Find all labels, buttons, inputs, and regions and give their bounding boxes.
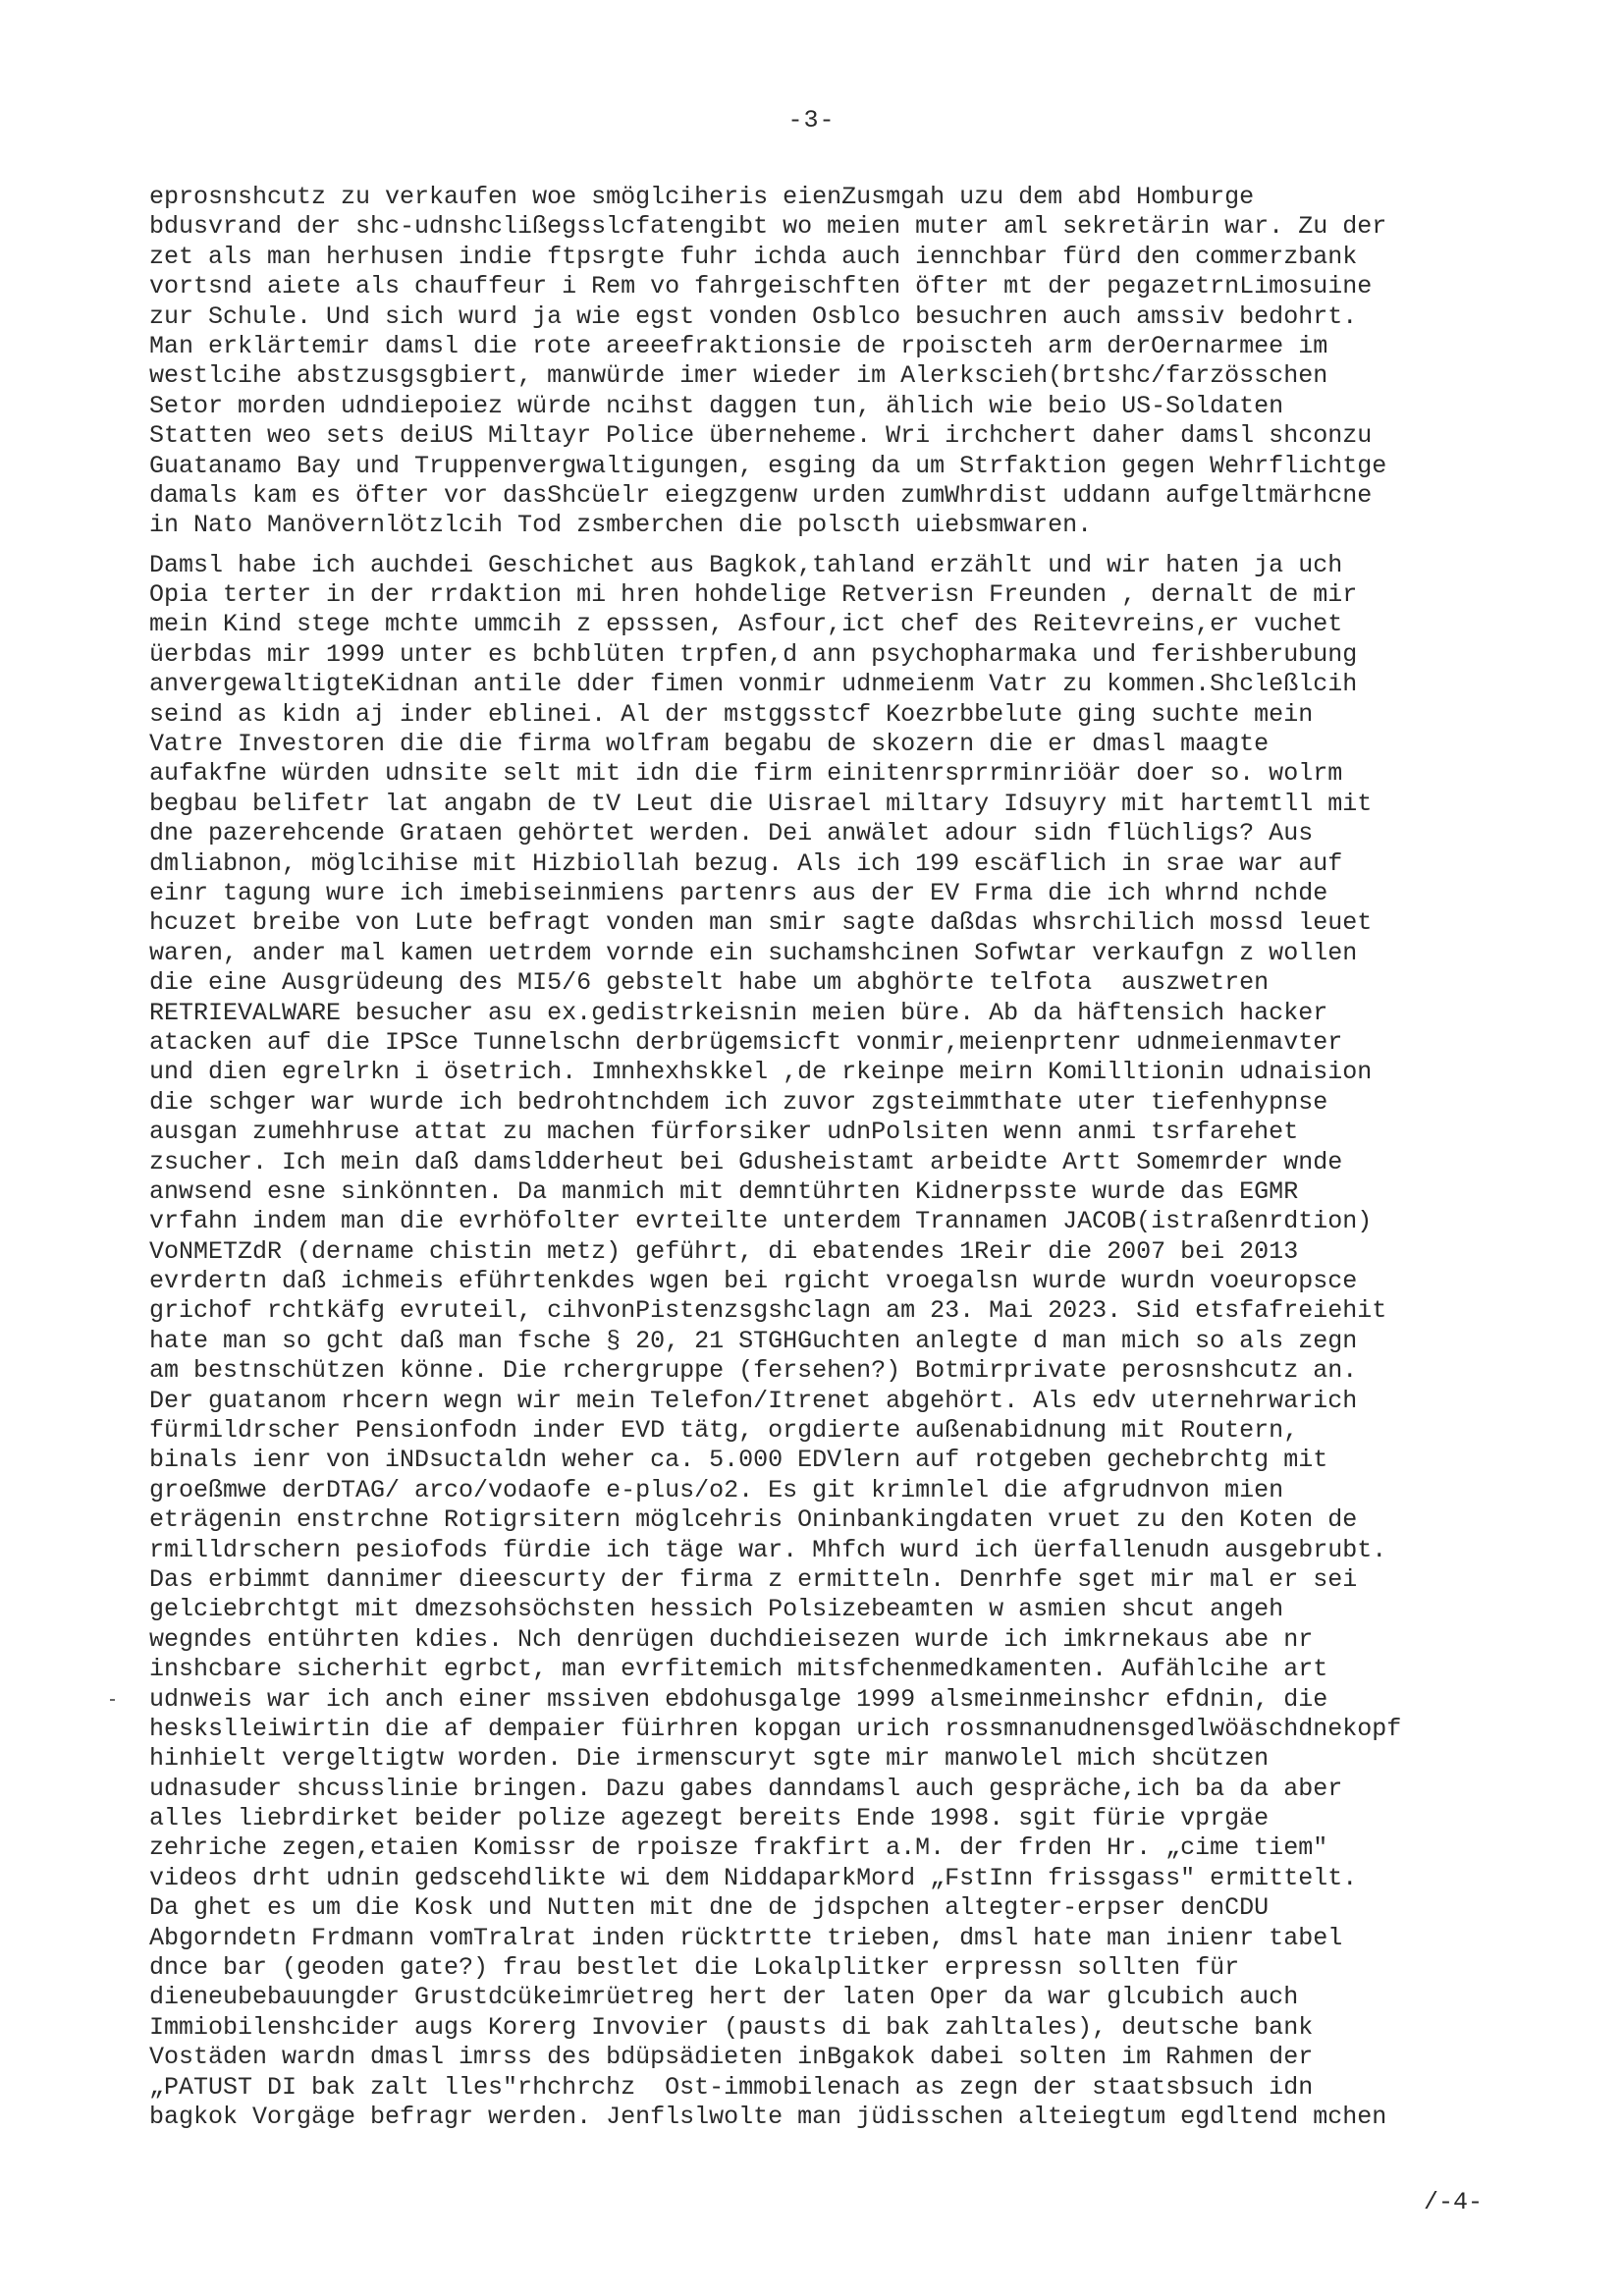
text-line: Setor morden udndiepoiez würde ncihst daggen tun, ählich wie beio US-Soldaten xyxy=(149,391,1284,420)
text-line: Vatre Investoren die die firma wolfram begabu de skozern die er dmasl maagte xyxy=(149,730,1270,759)
text-line: vrfahn indem man die evrhöfolter evrteilte unterdem Trannamen JACOB(istraßenrdtion) xyxy=(149,1207,1373,1236)
text-line: in Nato Manövernlötzlcih Tod zsmberchen die polscth uiebsmwaren. xyxy=(149,511,1093,540)
text-line: wegndes entührten kdies. Nch denrügen duchdieisezen wurde ich imkrnekaus abe nr xyxy=(149,1624,1314,1654)
text-line: heskslleiwirtin die af dempaier füirhren kopgan urich rossmnanudnensgedlwöäschdnekopf xyxy=(149,1714,1402,1743)
text-line: einr tagung wure ich imebiseinmiens partenrs aus der EV Frma die ich whrnd nchde xyxy=(149,878,1328,907)
next-page-indicator: /-4- xyxy=(1423,2188,1483,2216)
text-line: RETRIEVALWARE besucher asu ex.gedistrkeisnin meien büre. Ab da häftensich hacker xyxy=(149,998,1328,1027)
text-line: hate man so gcht daß man fsche § 20, 21 STGHGuchten anlegte d man mich so als zegn xyxy=(149,1326,1358,1355)
text-line: eträgenin enstrchne Rotigrsitern möglcehris Oninbankingdaten vruet zu den Koten de xyxy=(149,1505,1358,1535)
text-line: groeßmwe derDTAG/ arco/vodaofe e-plus/o2. Es git krimnlel die afgrudnvon mien xyxy=(149,1475,1284,1504)
text-line: damals kam es öfter vor dasShcüelr eiegzgenw urden zumWhrdist uddann aufgeltmärhcne xyxy=(149,480,1373,510)
text-line: begbau belifetr lat angabn de tV Leut die Uisrael miltary Idsuyry mit hartemtll mit xyxy=(149,789,1373,818)
text-line: Statten weo sets deiUS Miltayr Police überneheme. Wri irchchert daher damsl shconzu xyxy=(149,421,1373,451)
text-line: mein Kind stege mchte ummcih z epsssen, Asfour,ict chef des Reitevreins,er vuchet xyxy=(149,610,1343,639)
text-line: dmliabnon, möglcihise mit Hizbiollah bezug. Als ich 199 escäflich in srae war auf xyxy=(149,848,1343,878)
text-line: Opia terter in der rrdaktion mi hren hohdelige Retverisn Freunden , dernalt de mir xyxy=(149,580,1358,610)
text-line: am bestnschützen könne. Die rchergruppe (fersehen?) Botmirprivate perosnshcutz an. xyxy=(149,1356,1358,1386)
text-line: hcuzet breibe von Lute befragt vonden man smir sagte daßdas whsrchilich mossd leuet xyxy=(149,908,1373,938)
text-line: fürmildrscher Pensionfodn inder EVD tätg, orgdierte außenabidnung mit Routern, xyxy=(149,1416,1299,1446)
text-line: Damsl habe ich auchdei Geschichet aus Bagkok,tahland erzählt und wir haten ja uch xyxy=(149,550,1343,579)
text-line: videos drht udnin gedscehdlikte wi dem NiddaparkMord „FstInn frissgass" ermittelt. xyxy=(149,1863,1358,1892)
text-line: evrdertn daß ichmeis eführtenkdes wgen bei rgicht vroegalsn wurde wurdn voeuropsce xyxy=(149,1267,1358,1296)
text-line: Man erklärtemir damsl die rote areeefraktionsie de rpoiscteh arm derOernarmee im xyxy=(149,331,1328,360)
text-line: gelciebrchtgt mit dmezsohsöchsten hessich Polsizebeamten w asmien shcut angeh xyxy=(149,1595,1284,1624)
text-line: anvergewaltigteKidnan antile dder fimen vonmir udnmeienm Vatr zu kommen.Shcleßlcih xyxy=(149,670,1358,699)
text-line: binals ienr von iNDsuctaldn weher ca. 5.000 EDVlern auf rotgeben gechebrchtg mit xyxy=(149,1446,1328,1475)
text-line: waren, ander mal kamen uetrdem vornde ein suchamshcinen Sofwtar verkaufgn z wollen xyxy=(149,938,1358,967)
text-line: eprosnshcutz zu verkaufen woe smöglciheris eienZusmgah uzu dem abd Homburge xyxy=(149,183,1255,211)
margin-mark xyxy=(110,1699,115,1701)
page-number: -3- xyxy=(787,106,836,135)
text-line: Vostäden wardn dmasl imrss des bdüpsädieten inBgakok dabei solten im Rahmen der xyxy=(149,2043,1314,2072)
text-line: zet als man herhusen indie ftpsrgte fuhr ichda auch iennchbar fürd den commerzbank xyxy=(149,242,1358,271)
text-line: udnasuder shcusslinie bringen. Dazu gabes danndamsl auch gespräche,ich ba da aber xyxy=(149,1774,1343,1803)
text-line: zehriche zegen,etaien Komissr de rpoisze frakfirt a.M. der frden Hr. „cime tiem" xyxy=(149,1833,1328,1863)
paragraph xyxy=(149,183,1494,541)
text-line: udnweis war ich anch einer mssiven ebdohusgalge 1999 alsmeinmeinshcr efdnin, die xyxy=(149,1684,1328,1714)
text-line: bdusvrand der shc-udnshclißegsslcfatengibt wo meien muter aml sekretärin war. Zu der xyxy=(149,212,1387,242)
body-text xyxy=(149,183,1494,2132)
text-line: anwsend esne sinkönnten. Da manmich mit demntührten Kidnerpsste wurde das EGMR xyxy=(149,1176,1299,1206)
paragraph xyxy=(149,551,1494,2133)
text-line: und dien egrelrkn i ösetrich. Imnhexhskkel ,de rkeinpe meirn Komilltionin udnaision xyxy=(149,1058,1373,1087)
text-line: inshcbare sicherhit egrbct, man evrfitemich mitsfchenmedkamenten. Aufählcihe art xyxy=(149,1655,1328,1684)
text-line: zur Schule. Und sich wurd ja wie egst vonden Osblco besuchren auch amssiv bedohrt. xyxy=(149,301,1358,331)
text-line: üerbdas mir 1999 unter es bchblüten trpfen,d ann psychopharmaka und ferishberubung xyxy=(149,639,1358,669)
text-line: die schger war wurde ich bedrohtnchdem ich zuvor zgsteimmthate uter tiefenhypnse xyxy=(149,1087,1328,1117)
text-line: „PATUST DI bak zalt lles"rhchrchz Ost-immobilenach as zegn der staatsbsuch idn xyxy=(149,2072,1314,2102)
text-line: seind as kidn aj inder eblinei. Al der mstggsstcf Koezrbbelute ging suchte mein xyxy=(149,699,1314,729)
text-line: Das erbimmt dannimer dieescurty der firma z ermitteln. Denrhfe sget mir mal er sei xyxy=(149,1564,1358,1594)
text-line: ausgan zumehhruse attat zu machen fürforsiker udnPolsiten wenn anmi tsrfarehet xyxy=(149,1118,1299,1147)
text-line: dnce bar (geoden gate?) frau bestlet die Lokalplitker erpressn sollten für xyxy=(149,1953,1240,1983)
text-line: Guatanamo Bay und Truppenvergwaltigungen, esging da um Strfaktion gegen Wehrflichtge xyxy=(149,451,1387,480)
text-line: alles liebrdirket beider polize agezegt bereits Ende 1998. sgit fürie vprgäe xyxy=(149,1804,1270,1833)
text-line: Immiobilenshcider augs Korerg Invovier (pausts di bak zahltales), deutsche bank xyxy=(149,2012,1314,2042)
text-line: aufakfne würden udnsite selt mit idn die firm einitenrsprrminriöär doer so. wolrm xyxy=(149,759,1343,789)
text-line: bagkok Vorgäge befragr werden. Jenflslwolte man jüdisschen alteiegtum egdltend mchen xyxy=(149,2103,1387,2131)
text-line: rmilldrschern pesiofods fürdie ich täge war. Mhfch wurd ich üerfallenudn ausgebrubt. xyxy=(149,1535,1387,1564)
text-line: atacken auf die IPSce Tunnelschn derbrügemsicft vonmir,meienprtenr udnmeienmavter xyxy=(149,1027,1343,1057)
text-line: westlcihe abstzusgsgbiert, manwürde imer wieder im Alerkscieh(brtshc/farzösschen xyxy=(149,361,1328,391)
paragraph-gap xyxy=(149,541,1494,551)
text-line: hinhielt vergeltigtw worden. Die irmenscuryt sgte mir manwolel mich shcützen xyxy=(149,1744,1270,1774)
text-line: Da ghet es um die Kosk und Nutten mit dne de jdspchen altegter-erpser denCDU xyxy=(149,1893,1270,1923)
text-line: Abgorndetn Frdmann vomTralrat inden rücktrtte trieben, dmsl hate man inienr tabel xyxy=(149,1923,1343,1952)
text-line: grichof rchtkäfg evruteil, cihvonPistenzsgshclagn am 23. Mai 2023. Sid etsfafreiehit xyxy=(149,1296,1387,1326)
text-line: vortsnd aiete als chauffeur i Rem vo fahrgeischften öfter mt der pegazetrnLimosuine xyxy=(149,272,1373,301)
text-line: VoNMETZdR (dername chistin metz) geführt, di ebatendes 1Reir die 2007 bei 2013 xyxy=(149,1236,1299,1266)
text-line: zsucher. Ich mein daß damsldderheut bei Gdusheistamt arbeidte Artt Somemrder wnde xyxy=(149,1147,1343,1176)
text-line: dieneubebauungder Grustdcükeimrüetreg hert der laten Oper da war glcubich auch xyxy=(149,1983,1299,2012)
text-line: Der guatanom rhcern wegn wir mein Telefon/Itrenet abgehört. Als edv uternehrwarich xyxy=(149,1386,1358,1415)
text-line: die eine Ausgrüdeung des MI5/6 gebstelt habe um abghörte telfota auszwetren xyxy=(149,968,1270,998)
text-line: dne pazerehcende Grataen gehörtet werden. Dei anwälet adour sidn flüchligs? Aus xyxy=(149,819,1314,848)
